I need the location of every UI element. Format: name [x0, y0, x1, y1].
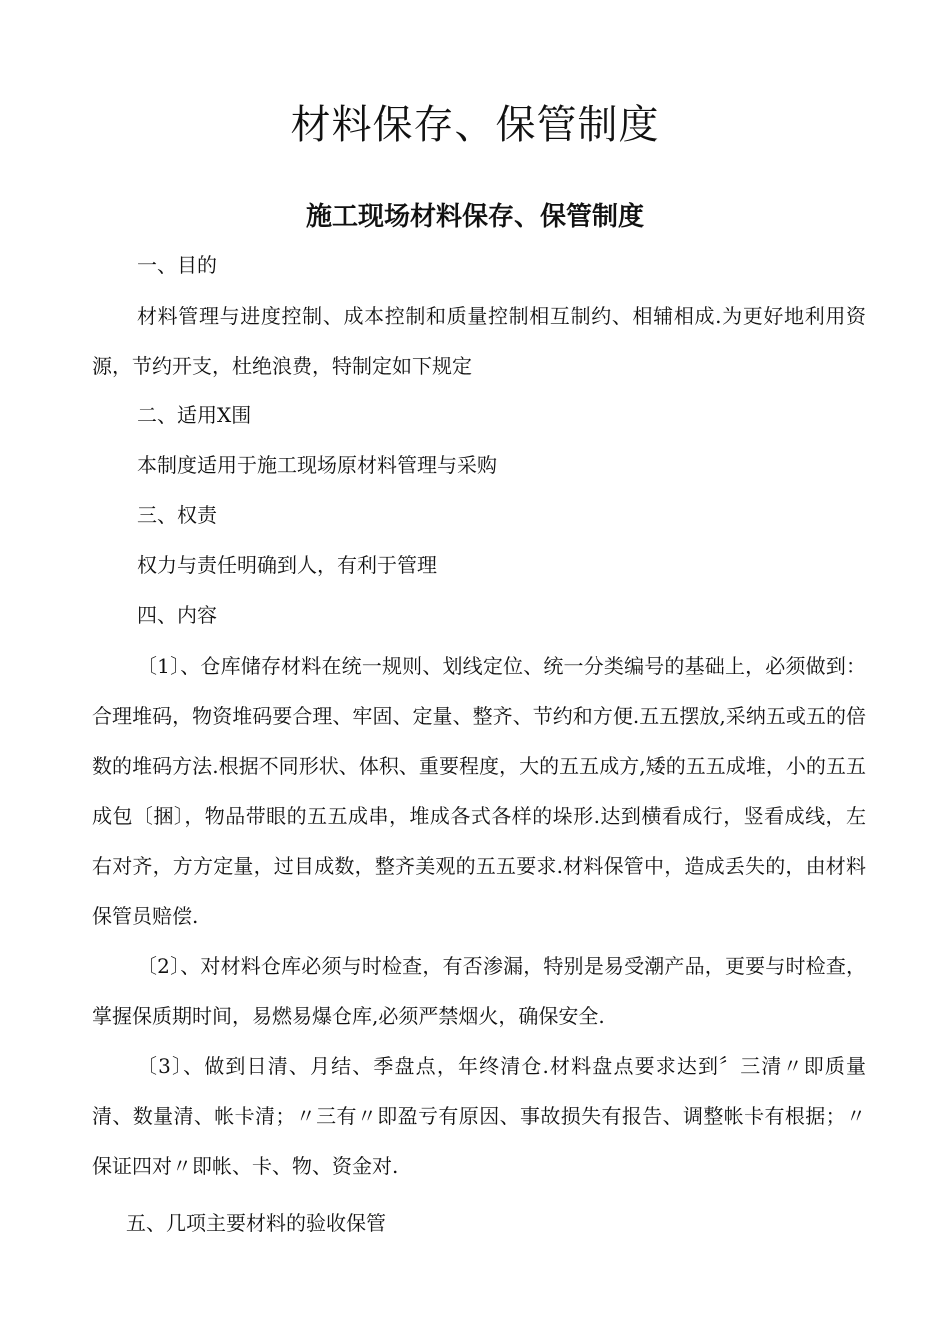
- section-heading-purpose: 一、目的: [137, 253, 217, 277]
- document-title: 材料保存、保管制度: [290, 102, 660, 148]
- document-subtitle: 施工现场材料保存、保管制度: [305, 202, 644, 232]
- section-heading-content: 四、内容: [137, 603, 217, 627]
- content-item-2: 〔2〕、对材料仓库必须与时检查，有否渗漏，特别是易受潮产品，更要与时检查，掌握保质期时间，易燃易爆仓库,必须严禁烟火，确保安全.: [92, 954, 866, 1028]
- content-item-3: 〔3〕、做到日清、月结、季盘点，年终清仓.材料盘点要求达到〞三清〃即质量清、数量清、帐卡清；〃三有〃即盈亏有原因、事故损失有报告、调整帐卡有根据；〃保证四对〃即帐、卡、物、资金对.: [92, 1054, 866, 1178]
- section-heading-acceptance: 五、几项主要材料的验收保管: [126, 1211, 386, 1235]
- content-item-1: 〔1〕、仓库储存材料在统一规则、划线定位、统一分类编号的基础上，必须做到：合理堆码，物资堆码要合理、牢固、定量、整齐、节约和方便.五五摆放,采纳五或五的倍数的堆码方法.根据不同形状、体积、重要程度，大的五五成方,矮的五五成堆，小的五五成包〔捆〕，物品带眼的五五成串，堆成各式各样的垛形.达到横看成行，竖看成线，左右对齐，方方定量，过目成数，整齐美观的五五要求.材料保管中，造成丢失的，由材料保管员赔偿.: [92, 654, 866, 928]
- section-body-scope: 本制度适用于施工现场原材料管理与采购: [137, 453, 497, 477]
- section-body-responsibility: 权力与责任明确到人，有利于管理: [137, 553, 437, 577]
- section-heading-scope: 二、适用X围: [137, 403, 252, 427]
- section-heading-responsibility: 三、权责: [137, 503, 217, 527]
- section-body-purpose: 材料管理与进度控制、成本控制和质量控制相互制约、相辅相成.为更好地利用资源，节约开支，杜绝浪费，特制定如下规定: [92, 304, 866, 378]
